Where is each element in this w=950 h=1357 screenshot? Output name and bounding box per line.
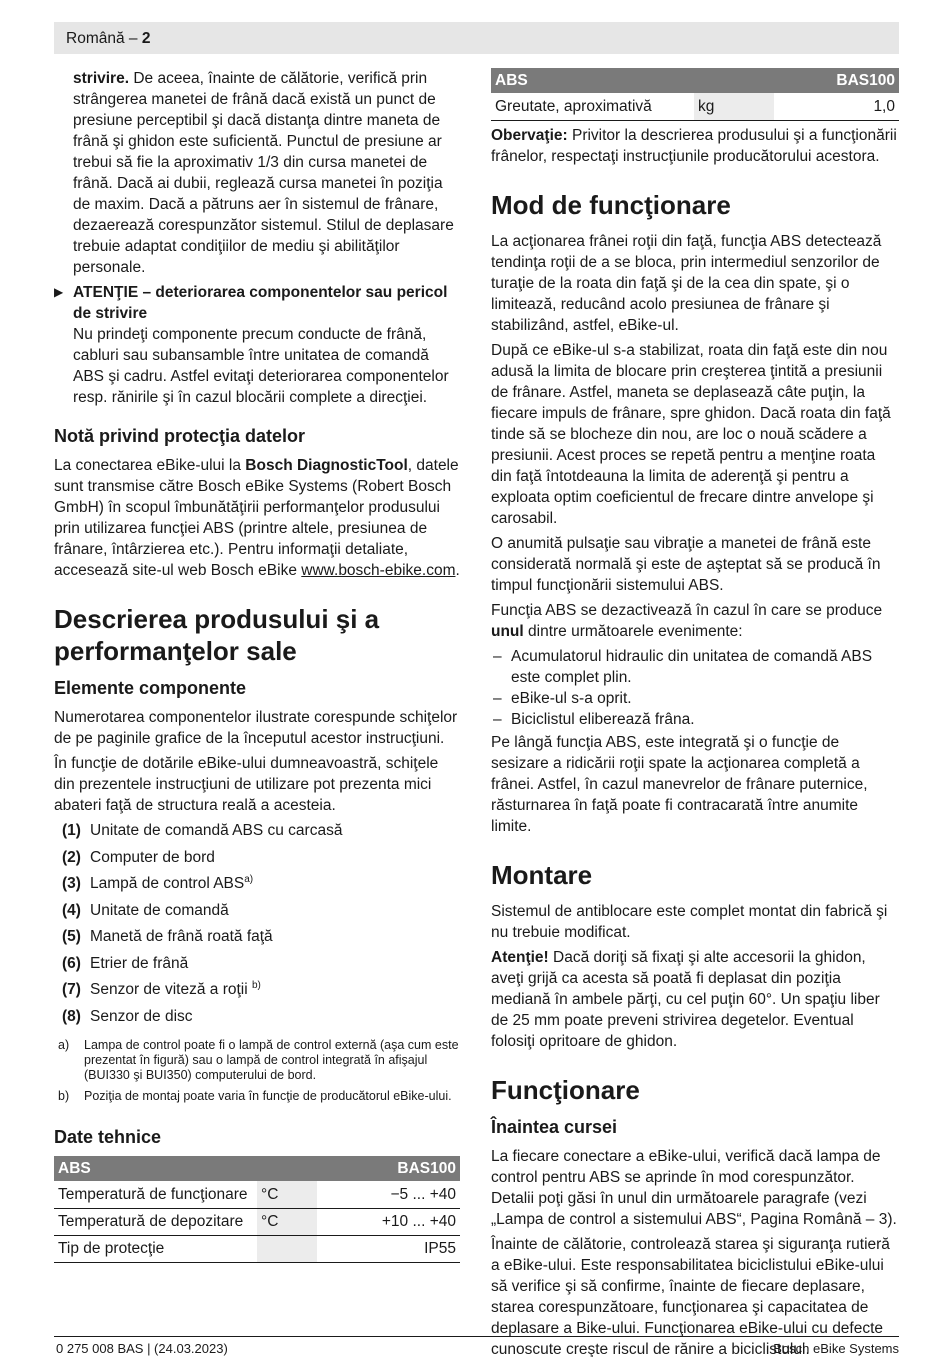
left-column (54, 68, 460, 1263)
right-column (491, 68, 899, 1357)
component-footnote-ref: b) (251, 979, 261, 991)
publisher-name: Bosch eBike Systems (773, 1341, 899, 1356)
list-item-text: Acumulatorul hidraulic din unitatea de comandă ABS este complet plin. (511, 647, 873, 686)
mounting-paragraph-1: Sistemul de antiblocare este complet montat din fabrică şi nu trebuie modificat. (491, 902, 888, 941)
page-header-bar (54, 22, 899, 54)
mounting-paragraph-2: Atenţie! Dacă doriţi să fixaţi şi alte accesorii la ghidon, aveţi grijă ca acesta să poată fi deplasat din poziţia mediană în ambele părţi, cu cel puţin 60°. Un spaţiu liber de 25 mm poate preveni strivirea degetelor. Eventual folosiţi opritoare de ghidon. (491, 948, 880, 1050)
component-number: (8) (62, 1007, 81, 1025)
component-label: Unitate de comandă (90, 901, 229, 919)
mode-of-operation-heading: Mod de funcţionare (491, 189, 731, 220)
product-description-heading: Descrierea produsului şi a performanţelor sale (54, 604, 380, 666)
component-item (54, 900, 460, 927)
footnote-text: Lampa de control poate fi o lampă de control externă (aşa cum este prezentat în figură) sau o lampă de control integrată în afişajul (BUI330 şi BUI350) computerului de bord. (84, 1038, 459, 1082)
spec-label: Greutate, aproximativă (491, 93, 694, 120)
component-label: Unitate de comandă ABS cu carcasă (90, 822, 343, 839)
table-header-abs: ABS (54, 1156, 317, 1181)
list-item-text: eBike-ul s-a oprit. (511, 689, 632, 707)
spec-value: −5 ... +40 (317, 1181, 460, 1208)
warning-triangle-icon: ▶ (54, 285, 64, 299)
operation-heading: Funcţionare (491, 1074, 640, 1105)
technical-data-heading: Date tehnice (54, 1127, 162, 1147)
footnotes (54, 1038, 460, 1104)
technical-data-table (54, 1156, 460, 1263)
component-footnote-ref: a) (244, 873, 254, 885)
table-header-model: BAS100 (774, 68, 899, 93)
privacy-heading: Notă privind protecţia datelor (54, 426, 306, 446)
component-label: Manetă de frână roată faţă (90, 928, 273, 945)
before-ride-paragraph-2: Înainte de călătorie, controlează starea şi siguranţa rutieră a eBike-ului. Este responsabilitatea biciclistului eBike-ului să verifice şi să confirme, înainte de fiecare deplasare, starea corespunzătoare, funcţionarea şi capacitatea de deplasare a Bike-ului. Funcţionarea eBike-ului cu defecte cunoscute creşte riscul de rănire a biciclistului. (491, 1235, 890, 1357)
component-label: Senzor de disc (90, 1007, 193, 1025)
spec-label: Temperatură de funcţionare (54, 1181, 257, 1208)
spec-unit (257, 1235, 317, 1262)
component-number: (4) (62, 901, 81, 919)
table-row (491, 93, 899, 120)
table-row (54, 1208, 460, 1235)
components-intro-1: Numerotarea componentelor ilustrate corespunde schiţelor de pe paginile grafice de la începutul acestor instrucţiuni. (54, 709, 458, 747)
table-row (54, 1181, 460, 1208)
component-number: (7) (62, 981, 81, 998)
list-item (491, 646, 899, 688)
footnote-text: Poziţia de montaj poate varia în funcţie de producătorul eBike-ului. (84, 1089, 452, 1103)
footnote (54, 1038, 460, 1083)
component-label: Senzor de viteză a roţii (90, 981, 252, 998)
spec-value: 1,0 (774, 93, 899, 120)
dash-bullet: – (493, 710, 502, 728)
component-item (54, 926, 460, 953)
spec-unit: kg (694, 93, 774, 120)
component-item (54, 979, 460, 1006)
table-row (54, 1235, 460, 1262)
privacy-paragraph: La conectarea eBike-ului la Bosch DiagnosticTool, datele sunt transmise către Bosch eBike Systems (Robert Bosch GmbH) în scopul îmbunătăţirii performanţelor produsului prin utilizarea funcţiei ABS (printre altele, presiunea de frânare, întârzierea etc.). Pentru informaţii detaliate, accesează site-ul web Bosch eBike www.bosch-ebike.com. (54, 457, 460, 579)
table-header-abs: ABS (491, 68, 774, 93)
components-list (54, 820, 460, 1032)
spec-label: Tip de protecţie (54, 1235, 257, 1262)
component-item (54, 953, 460, 980)
observation-note: Obervaţie: Privitor la descrierea produsului şi a funcţionării frânelor, respectaţi instrucţiunile producătorului acestora. (491, 126, 897, 165)
component-number: (5) (62, 928, 81, 945)
spec-unit: °C (257, 1181, 317, 1208)
component-item (54, 873, 460, 900)
footer-rule (54, 1336, 899, 1337)
mode-paragraph-5: Pe lângă funcţia ABS, este integrată şi o funcţie de sesizare a ridicării roţii spate la acţionarea completă a frânei. Astfel, în cazul manevrelor de frânare puternice, răsturnarea în faţă poate fi contracarată între anumite limite. (491, 733, 868, 835)
component-number: (2) (62, 848, 81, 866)
spec-label: Temperatură de depozitare (54, 1208, 257, 1235)
dash-bullet: – (493, 689, 502, 707)
technical-data-table-continued (491, 68, 899, 121)
mode-paragraph-3: O anumită pulsaţie sau vibraţie a manetei de frână este considerată normală şi este de aşteptat să se producă în timpul funcţionării sistemului ABS. (491, 534, 881, 594)
component-item (54, 820, 460, 847)
intro-paragraph: strivire. De aceea, înainte de călătorie, verifică prin strângerea manetei de frână dacă există un punct de presiune perceptibil şi dacă distanţa dintre maneta de frână şi ghidon este suficientă. Punctul de presiune ar trebui să fie la aproximativ 1/3 din cursa manetei de frână. Dacă ai dubii, reglează cursa manetei în poziţia de maxim. Dacă a pătruns aer în sistemul de frânare, dezaerează corespunzător sistemul. Stilul de deplasare trebuie adaptat condiţiilor de mediu şi abilităţilor personale. (73, 70, 454, 276)
spec-unit: °C (257, 1208, 317, 1235)
component-number: (6) (62, 954, 81, 972)
warning-block: ▶ ATENŢIE – deteriorarea componentelor sau pericol de strivire (54, 284, 448, 322)
document-id: 0 275 008 BAS | (24.03.2023) (56, 1341, 228, 1356)
component-item (54, 847, 460, 874)
component-label: Computer de bord (90, 848, 215, 866)
list-item-text: Biciclistul eliberează frâna. (511, 710, 695, 728)
footnote-key: b) (58, 1089, 70, 1103)
dash-bullet: – (493, 647, 502, 665)
mounting-heading: Montare (491, 859, 593, 890)
mode-paragraph-1: La acţionarea frânei roţii din faţă, funcţia ABS detectează tendinţa roţii de a se bloca, prin intermediul senzorilor de turaţie de la roata din faţă şi de la cea din spate, şi o limitează, reducând acolo presiunea de frânare şi stabilizând, astfel, eBike-ul. (491, 232, 882, 334)
list-item (491, 688, 899, 709)
mode-paragraph-2: După ce eBike-ul s-a stabilizat, roata din faţă este din nou adusă la limita de blocare prin creşterea ţintită a presiunii de frânare. Astfel, maneta se deplasează câte puţin, la fiecare impuls de frânare, spre ghidon. Dacă roata din faţă tinde să se blocheze din nou, are loc o nouă scădere a presiunii. Acest proces se repetă pentru a menţine roata din faţă întotdeauna la limita de aderenţă şi pentru a exploata optim coeficientul de frecare dintre anvelope şi carosabil. (491, 341, 891, 527)
before-ride-heading: Înaintea cursei (491, 1116, 618, 1137)
warning-text: Nu prindeţi componente precum conducte de frână, cabluri sau subansamble între unitatea de comandă ABS şi cadru. Astfel evitaţi deteriorarea componentelor resp. rănirile şi în cazul blocării complete a direcţiei. (73, 326, 449, 406)
component-number: (1) (62, 822, 81, 839)
list-item (491, 709, 899, 730)
spec-value: +10 ... +40 (317, 1208, 460, 1235)
component-number: (3) (62, 875, 81, 892)
deactivation-events-list (491, 646, 899, 730)
mode-paragraph-4: Funcţia ABS se dezactivează în cazul în care se produce unul dintre următoarele evenimente: (491, 601, 883, 640)
footnote-key: a) (58, 1038, 70, 1052)
component-label: Lampă de control ABS (90, 875, 245, 892)
components-heading: Elemente componente (54, 678, 247, 698)
components-intro-2: În funcţie de dotările eBike-ului dumneavoastră, schiţele din prezentele instrucţiuni de utilizare pot prezenta mici abateri faţă de structura reală a acesteia. (54, 755, 439, 814)
component-label: Etrier de frână (90, 954, 189, 972)
bosch-ebike-link[interactable]: www.bosch-ebike.com (301, 562, 456, 579)
before-ride-paragraph-1: La fiecare conectare a eBike-ului, verifică dacă lampa de control pentru ABS se aprinde în mod corespunzător. Detalii poţi găsi în unul din următoarele paragrafe (vezi „Lampa de control a sistemului ABS“, Pagina Română – 3). (491, 1147, 897, 1228)
table-header-model: BAS100 (317, 1156, 460, 1181)
page-number: Română – 2 (66, 30, 151, 47)
footnote (54, 1089, 460, 1104)
spec-value: IP55 (317, 1235, 460, 1262)
component-item (54, 1006, 460, 1033)
